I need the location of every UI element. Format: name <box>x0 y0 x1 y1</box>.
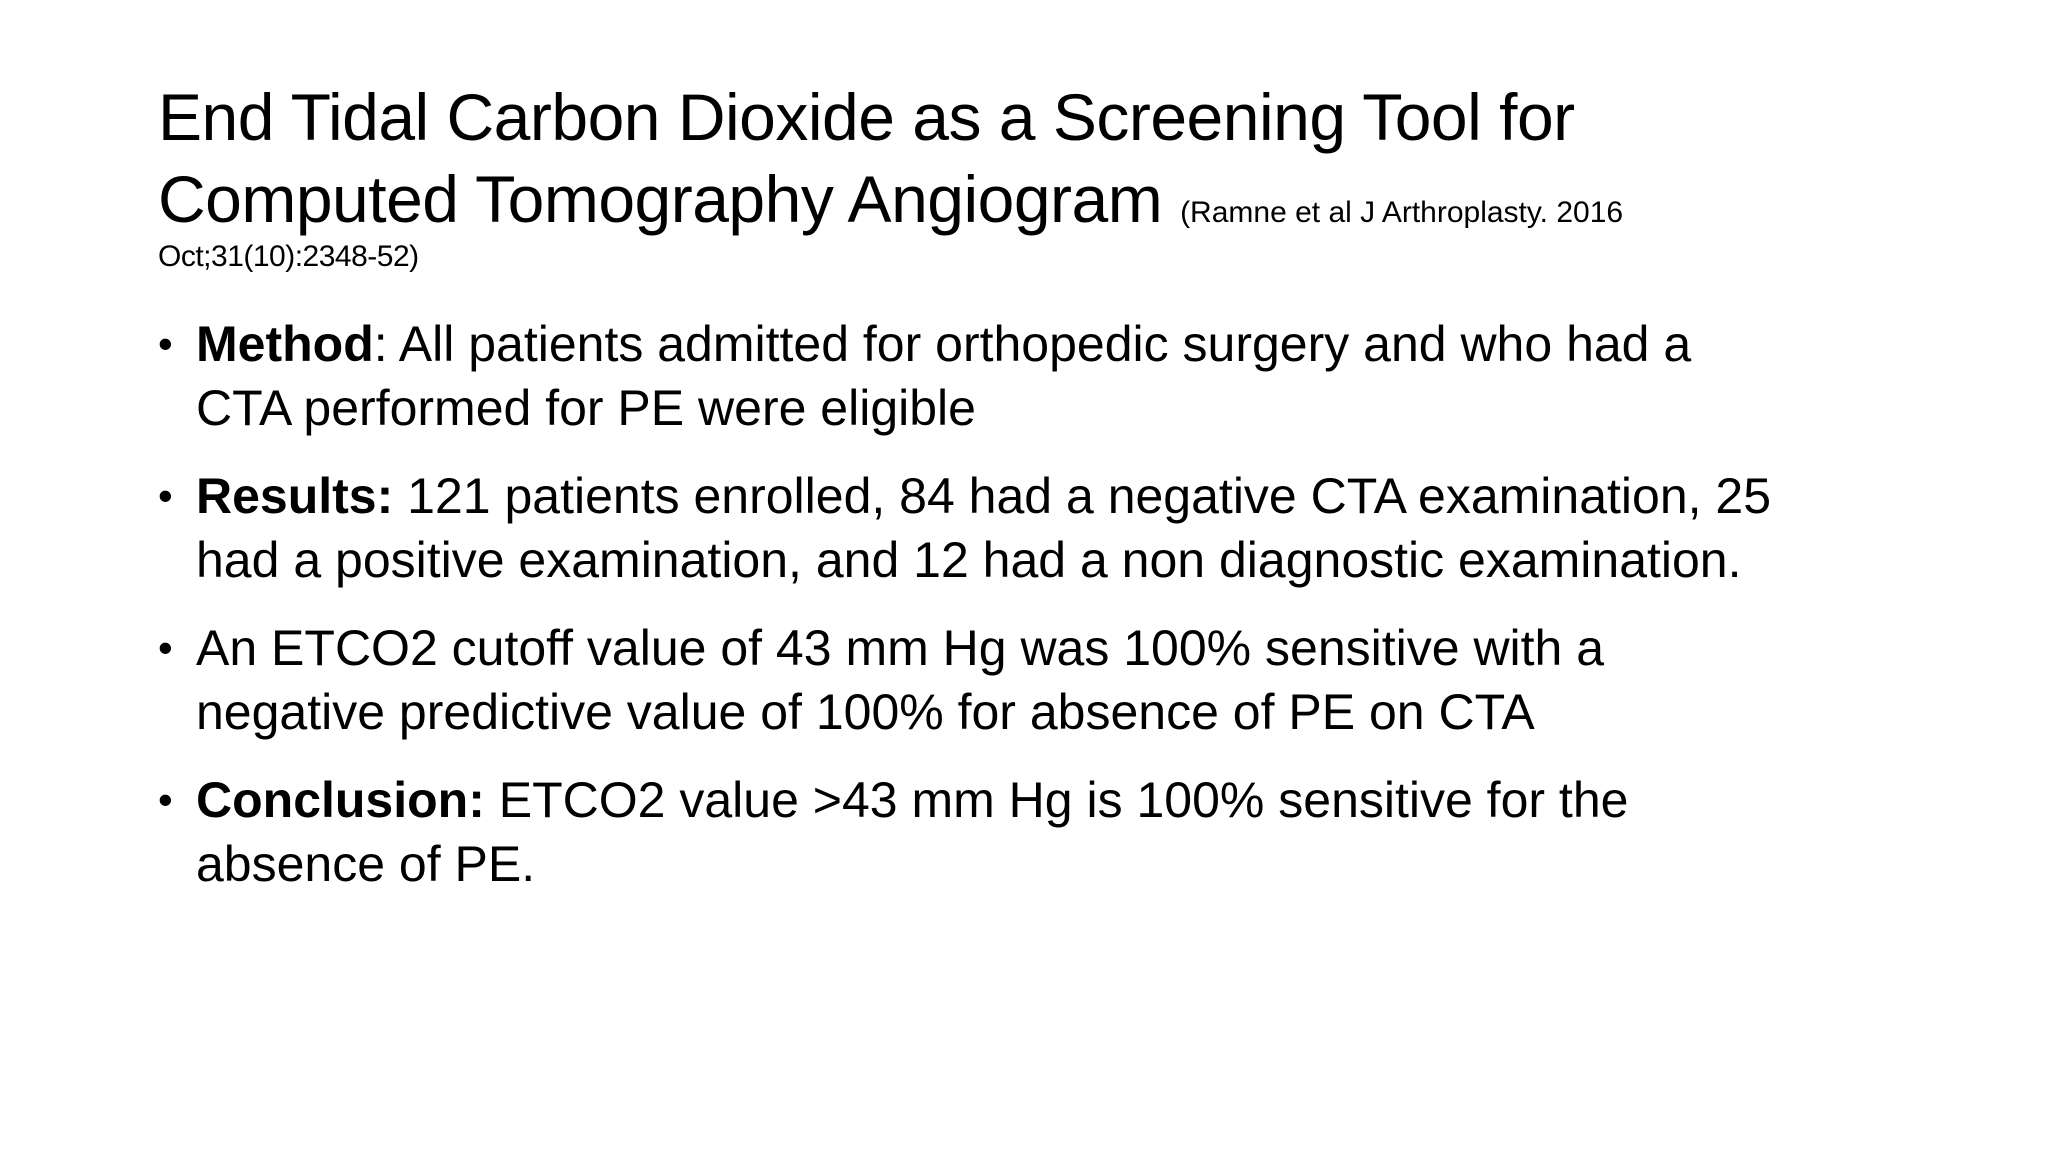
title-line-2 <box>158 158 1918 240</box>
bullet-line-2: had a positive examination, and 12 had a non diagnostic examination. <box>196 532 1742 588</box>
slide-title <box>158 76 1918 273</box>
bullet-label: Results: <box>196 468 394 524</box>
bullet-icon: • <box>158 320 173 367</box>
bullet-line-2: negative predictive value of 100% for absence of PE on CTA <box>196 684 1535 740</box>
bullet-etco2-cutoff <box>158 616 1918 744</box>
bullet-label: Method <box>196 316 374 372</box>
bullet-label: Conclusion: <box>196 772 485 828</box>
bullet-text: : All patients admitted for orthopedic surgery and who had a <box>373 316 1692 372</box>
bullet-list <box>158 312 1918 920</box>
title-line-1: End Tidal Carbon Dioxide as a Screening Tool for <box>158 80 1575 154</box>
bullet-line-2: CTA performed for PE were eligible <box>196 380 976 436</box>
bullet-line-1 <box>196 768 1918 832</box>
bullet-line-1 <box>196 312 1918 376</box>
bullet-line-1: An ETCO2 cutoff value of 43 mm Hg was 100% sensitive with a <box>196 620 1605 676</box>
bullet-line-1 <box>196 464 1918 528</box>
bullet-line-2: absence of PE. <box>196 836 536 892</box>
bullet-conclusion <box>158 768 1918 896</box>
citation-part-2: Oct;31(10):2348-52) <box>158 240 419 273</box>
bullet-text: ETCO2 value >43 mm Hg is 100% sensitive for the <box>484 772 1629 828</box>
bullet-text: 121 patients enrolled, 84 had a negative CTA examination, 25 <box>393 468 1772 524</box>
citation-part-1: (Ramne et al J Arthroplasty. 2016 <box>1180 196 1624 229</box>
bullet-method <box>158 312 1918 440</box>
bullet-icon: • <box>158 776 173 823</box>
title-line-2-text: Computed Tomography Angiogram <box>158 162 1163 236</box>
bullet-icon: • <box>158 472 173 519</box>
bullet-icon: • <box>158 624 173 671</box>
bullet-results <box>158 464 1918 592</box>
